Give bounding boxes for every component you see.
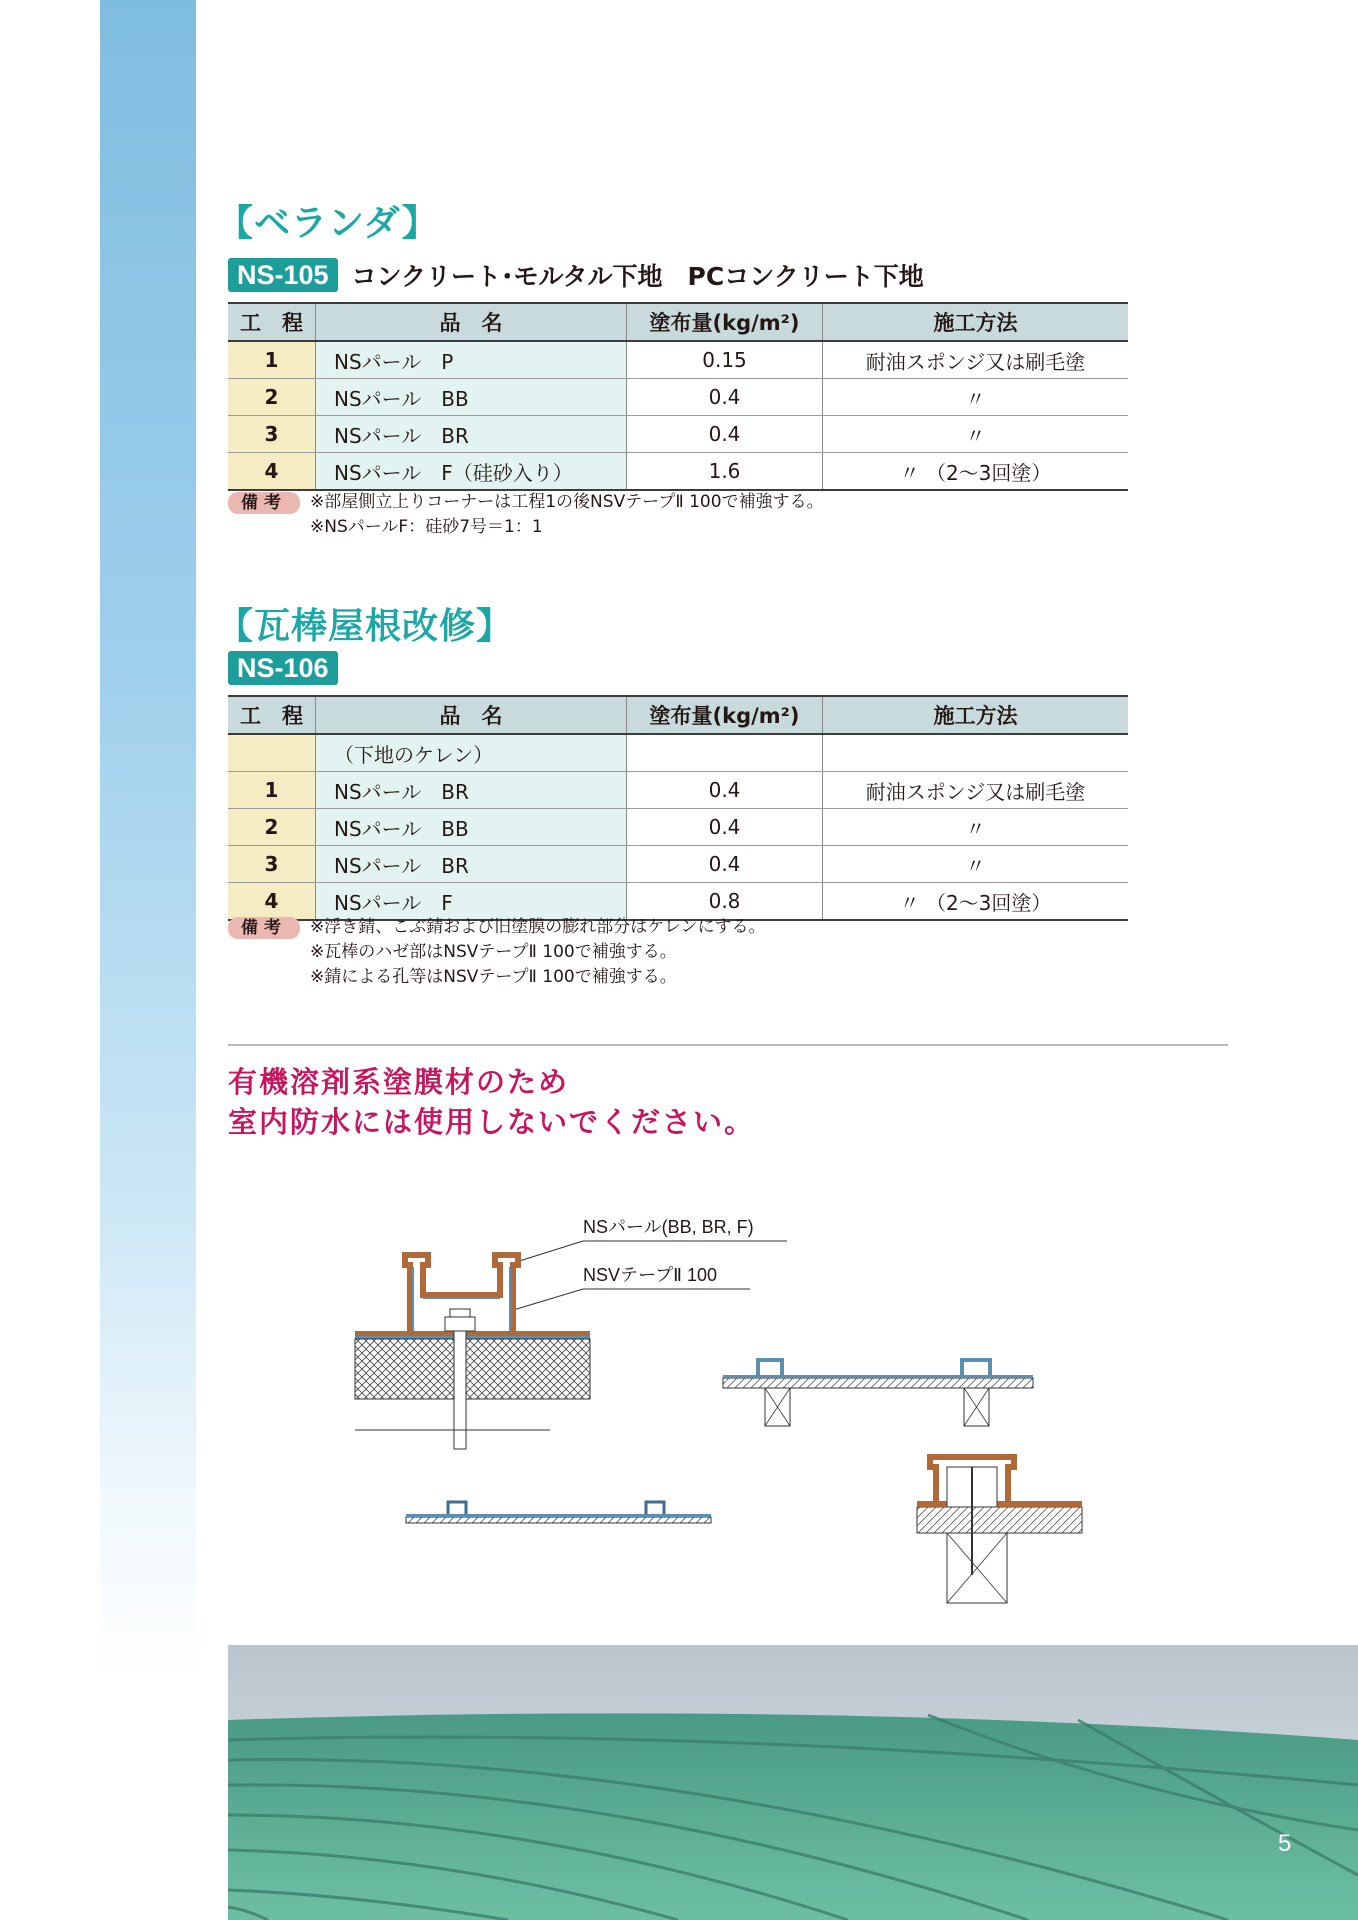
- row-product: NSパール BR: [316, 772, 627, 809]
- row-amount: 0.15: [627, 341, 823, 379]
- note-line: ※瓦棒のハゼ部はNSVテープⅡ 100で補強する。: [310, 942, 677, 962]
- diagram-label-nsvtape: NSVテープⅡ 100: [583, 1265, 718, 1285]
- header-method: 施工方法: [823, 303, 1129, 341]
- detail-batten-seam: [355, 1255, 590, 1449]
- row-method: 〃: [823, 416, 1129, 453]
- note-tag: 備考: [228, 492, 300, 514]
- table-row: [228, 846, 1128, 883]
- row-step: 4: [228, 883, 316, 921]
- row-step: 3: [228, 846, 316, 883]
- spec-code-badge: NS-106: [228, 651, 338, 685]
- row-method: 〃 （2〜3回塗）: [823, 883, 1129, 921]
- row-product: NSパール P: [316, 341, 627, 379]
- row-amount: 0.4: [627, 416, 823, 453]
- row-product: NSパール BB: [316, 379, 627, 416]
- row-step: 1: [228, 772, 316, 809]
- detail-long-panel: [406, 1502, 711, 1523]
- roof-photo-image: [228, 1645, 1358, 1920]
- row-step: 3: [228, 416, 316, 453]
- note-block: [228, 915, 765, 990]
- row-product: NSパール F: [316, 883, 627, 921]
- detail-seam-nail: [917, 1457, 1082, 1603]
- table-row: [228, 416, 1128, 453]
- row-method: 〃: [823, 809, 1129, 846]
- note-tag: 備考: [228, 917, 300, 939]
- spec-code-row: [228, 651, 338, 685]
- spec-code-badge: NS-105: [228, 258, 338, 292]
- row-step: 2: [228, 379, 316, 416]
- divider: [228, 1044, 1228, 1046]
- row-step: 1: [228, 341, 316, 379]
- table-row: [228, 379, 1128, 416]
- header-product: 品 名: [316, 303, 627, 341]
- row-amount: 0.8: [627, 883, 823, 921]
- table-header-row: [228, 303, 1128, 341]
- row-amount: 0.4: [627, 846, 823, 883]
- note-line: ※浮き錆、こぶ錆および旧塗膜の膨れ部分はケレンにする。: [310, 917, 766, 937]
- header-product: 品 名: [316, 696, 627, 734]
- note-line: ※錆による孔等はNSVテープⅡ 100で補強する。: [310, 967, 677, 987]
- row-product: NSパール BR: [316, 416, 627, 453]
- table-row: [228, 734, 1128, 772]
- row-product: NSパール F（硅砂入り）: [316, 453, 627, 491]
- row-method: 〃: [823, 379, 1129, 416]
- note-block: [228, 490, 824, 540]
- section-title-veranda: 【ベランダ】: [217, 203, 439, 244]
- section-title-kawarabo: 【瓦棒屋根改修】: [217, 606, 514, 647]
- header-step: 工 程: [228, 696, 316, 734]
- detail-panel-seams: [723, 1360, 1033, 1426]
- table-row: [228, 809, 1128, 846]
- table-row: [228, 341, 1128, 379]
- row-amount: [627, 734, 823, 772]
- diagram-label-nspearl: NSパール(BB, BR, F): [583, 1217, 754, 1237]
- row-amount: 0.4: [627, 379, 823, 416]
- row-method: [823, 734, 1129, 772]
- row-method: 耐油スポンジ又は刷毛塗: [823, 772, 1129, 809]
- row-step: [228, 734, 316, 772]
- note-lines: [310, 490, 824, 540]
- table-row: [228, 453, 1128, 491]
- side-band: [100, 0, 196, 1680]
- warning-line: 有機溶剤系塗膜材のため: [228, 1065, 570, 1099]
- row-step: 2: [228, 809, 316, 846]
- spec-subtitle: コンクリート･モルタル下地 PCコンクリート下地: [351, 262, 924, 291]
- spec-code-row: [228, 257, 924, 293]
- note-lines: [310, 915, 765, 990]
- warning-line: 室内防水には使用しないでください。: [228, 1105, 756, 1139]
- header-amount: 塗布量(kg/m²): [627, 696, 823, 734]
- row-product: NSパール BB: [316, 809, 627, 846]
- table-row: [228, 772, 1128, 809]
- row-method: 〃: [823, 846, 1129, 883]
- note-line: ※NSパールF：硅砂7号＝1：1: [310, 517, 543, 537]
- roof-section-diagram: [350, 1205, 1090, 1605]
- row-product: （下地のケレン）: [316, 734, 627, 772]
- page-number: 5: [1278, 1830, 1292, 1857]
- row-step: 4: [228, 453, 316, 491]
- row-amount: 0.4: [627, 772, 823, 809]
- row-amount: 1.6: [627, 453, 823, 491]
- spec-table-ns105: [228, 302, 1128, 491]
- row-product: NSパール BR: [316, 846, 627, 883]
- roof-photo: [228, 1645, 1358, 1920]
- table-header-row: [228, 696, 1128, 734]
- header-step: 工 程: [228, 303, 316, 341]
- header-method: 施工方法: [823, 696, 1129, 734]
- spec-table-ns106: [228, 695, 1128, 921]
- note-line: ※部屋側立上りコーナーは工程1の後NSVテープⅡ 100で補強する。: [310, 492, 824, 512]
- row-amount: 0.4: [627, 809, 823, 846]
- row-method: 〃 （2〜3回塗）: [823, 453, 1129, 491]
- row-method: 耐油スポンジ又は刷毛塗: [823, 341, 1129, 379]
- header-amount: 塗布量(kg/m²): [627, 303, 823, 341]
- warning-text: [228, 1062, 755, 1142]
